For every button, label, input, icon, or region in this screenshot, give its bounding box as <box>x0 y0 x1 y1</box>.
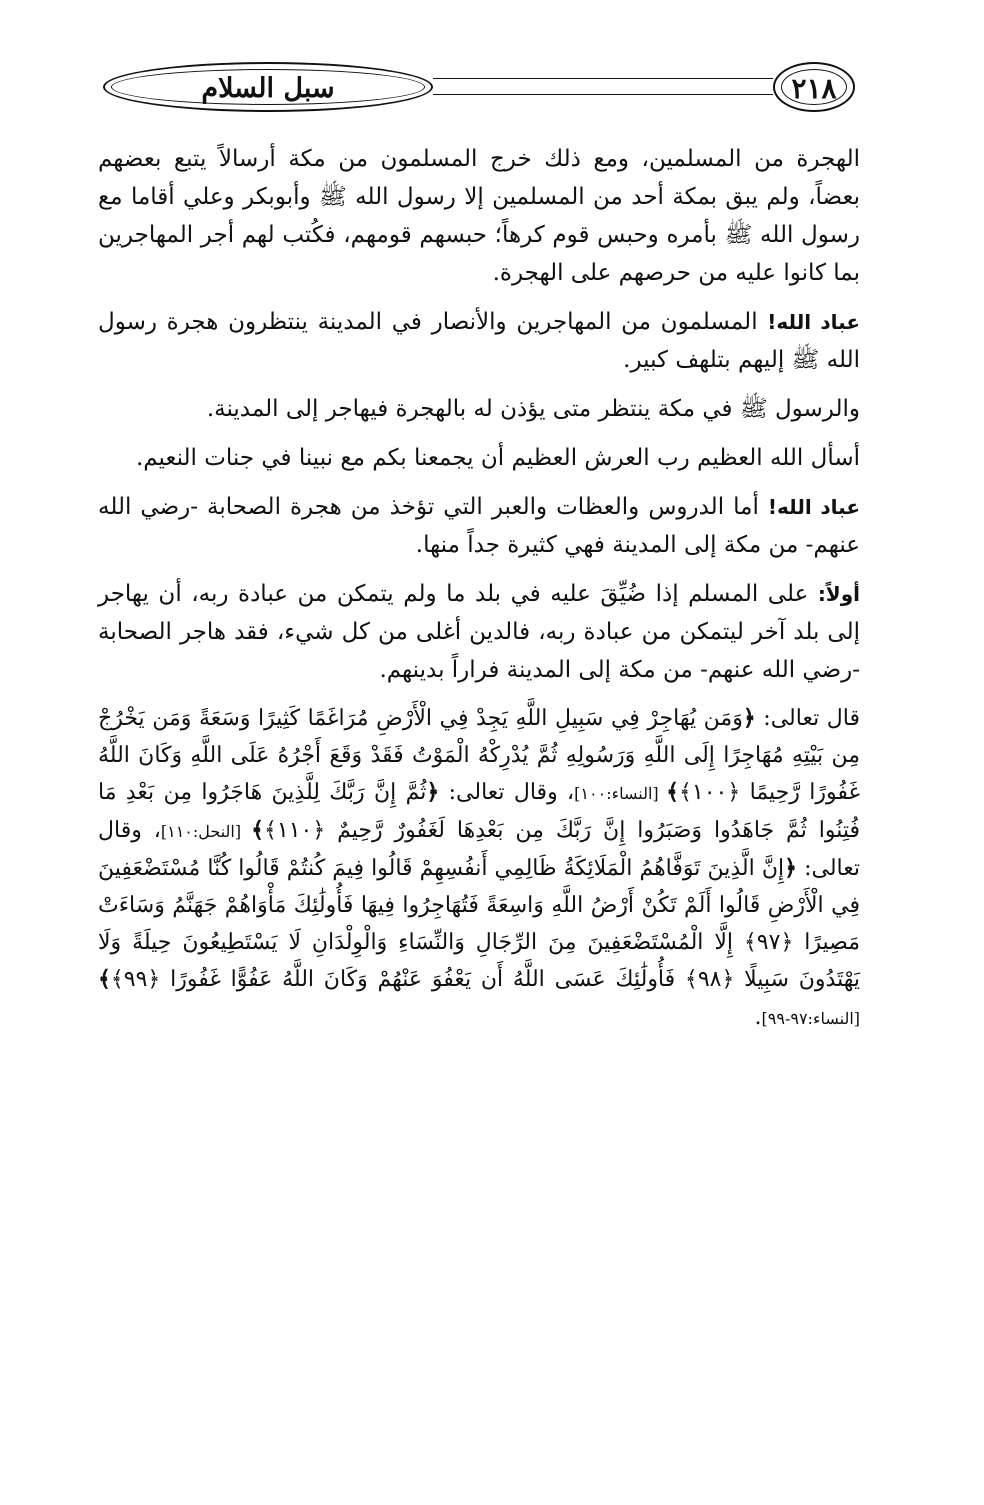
paragraph-text: المسلمون من المهاجرين والأنصار في المدينة ينتظرون هجرة رسول الله ﷺ إليهم بتلهف كبير. <box>98 309 860 373</box>
final-period: . <box>754 1005 762 1030</box>
quote-intro: ، وقال تعالى: <box>439 780 575 805</box>
paragraph-text: أسأل الله العظيم رب العرش العظيم أن يجمعنا بكم مع نبينا في جنات النعيم. <box>135 445 860 471</box>
paragraph-prophet-waiting <box>98 390 860 428</box>
ornate-bracket-close: ﴾ <box>98 966 111 992</box>
ayah-nisa-97-99: إِنَّ الَّذِينَ تَوَفَّاهُمُ الْمَلَائِكَةُ ظَالِمِي أَنفُسِهِمْ قَالُوا فِيمَ كُنتُمْ قَالُوا كُنَّا مُسْتَضْعَفِينَ فِي الْأَرْضِ قَالُوا أَلَمْ تَكُنْ أَرْضُ اللَّهِ وَاسِعَةً فَتُهَاجِرُوا فِيهَا فَأُولَٰئِكَ مَأْوَاهُمْ جَهَنَّمُ وَسَاءَتْ مَصِيرًا ﴿٩٧﴾ إِلَّا الْمُسْتَضْعَفِينَ مِنَ الرِّجَالِ وَالنِّسَاءِ وَالْوِلْدَانِ لَا يَسْتَطِيعُونَ حِيلَةً وَلَا يَهْتَدُونَ سَبِيلًا ﴿٩٨﴾ فَأُولَٰئِكَ عَسَى اللَّهُ أَن يَعْفُوَ عَنْهُمْ وَكَانَ اللَّهُ عَفُوًّا غَفُورًا ﴿٩٩﴾ <box>98 856 860 992</box>
verse-reference: [النساء:٩٧-٩٩] <box>761 1009 860 1028</box>
ornate-bracket-open: ﴿ <box>742 705 756 731</box>
ayah-nahl-110: ثُمَّ إِنَّ رَبَّكَ لِلَّذِينَ هَاجَرُوا مِن بَعْدِ مَا فُتِنُوا ثُمَّ جَاهَدُوا وَصَبَرُوا إِنَّ رَبَّكَ مِن بَعْدِهَا لَغَفُورٌ رَّحِيمٌ ﴿١١٠﴾ <box>98 780 861 843</box>
ornate-bracket-close: ﴾ <box>251 817 264 843</box>
verse-reference: [النحل:١١٠] <box>160 822 252 841</box>
quote-intro: قال تعالى: <box>755 706 860 731</box>
paragraph-text: على المسلم إذا ضُيِّقَ عليه في بلد ما ولم يتمكن من عبادة ربه، أن يهاجر إلى بلد آخر ليتمكن من عبادة ربه، فالدين أغلى من كل شيء، فقد هاجر الصحابة -رضي الله عنهم- من مكة إلى المدينة فراراً بدينهم. <box>98 581 860 683</box>
book-title-frame <box>103 62 433 112</box>
ornate-bracket-open: ﴿ <box>426 779 440 805</box>
page-body <box>98 140 860 1048</box>
paragraph-lead: عباد الله! <box>767 495 860 519</box>
header-rule-bottom <box>433 94 773 95</box>
paragraph-ansar-waiting <box>98 303 860 379</box>
header-rule-top <box>433 78 773 79</box>
paragraph-text: أما الدروس والعظات والعبر التي تؤخذ من هجرة الصحابة -رضي الله عنهم- من مكة إلى المدينة فهي كثيرة جداً منها. <box>98 494 860 558</box>
book-title: سبل السلام <box>201 73 335 104</box>
quote-intro: ، وقال تعالى: <box>98 818 860 881</box>
page-header <box>95 62 855 114</box>
paragraph-text: الهجرة من المسلمين، ومع ذلك خرج المسلمون من مكة أرسالاً يتبع بعضهم بعضاً، ولم يبق بمكة أحد من المسلمين إلا رسول الله ﷺ وأبوبكر وعلي أقاما مع رسول الله ﷺ بأمره وحبس قوم كرهاً؛ حبسهم قومهم، فكُتب لهم أجر المهاجرين بما كانوا عليه من حرصهم على الهجرة. <box>98 146 860 286</box>
paragraph-supplication <box>98 439 860 477</box>
paragraph-hijra-muslims <box>98 140 860 292</box>
verse-reference: [النساء:١٠٠] <box>574 784 667 803</box>
ayah-nisa-100: وَمَن يُهَاجِرْ فِي سَبِيلِ اللَّهِ يَجِدْ فِي الْأَرْضِ مُرَاغَمًا كَثِيرًا وَسَعَةً وَمَن يَخْرُجْ مِن بَيْتِهِ مُهَاجِرًا إِلَى اللَّهِ وَرَسُولِهِ ثُمَّ يُدْرِكْهُ الْمَوْتُ فَقَدْ وَقَعَ أَجْرُهُ عَلَى اللَّهِ وَكَانَ اللَّهُ غَفُورًا رَّحِيمًا ﴿١٠٠﴾ <box>98 706 860 805</box>
paragraph-text: والرسول ﷺ في مكة ينتظر متى يؤذن له بالهجرة فيهاجر إلى المدينة. <box>206 396 860 422</box>
paragraph-first-lesson <box>98 575 860 689</box>
quran-quotations <box>98 700 860 1037</box>
paragraph-lead: عباد الله! <box>767 310 861 334</box>
paragraph-lessons <box>98 488 860 564</box>
ornate-bracket-close: ﴾ <box>666 779 680 805</box>
paragraph-lead: أولاً: <box>817 582 860 606</box>
ornate-bracket-open: ﴿ <box>784 855 797 881</box>
page-number-frame <box>773 62 855 112</box>
page-number: ٢١٨ <box>791 72 837 105</box>
